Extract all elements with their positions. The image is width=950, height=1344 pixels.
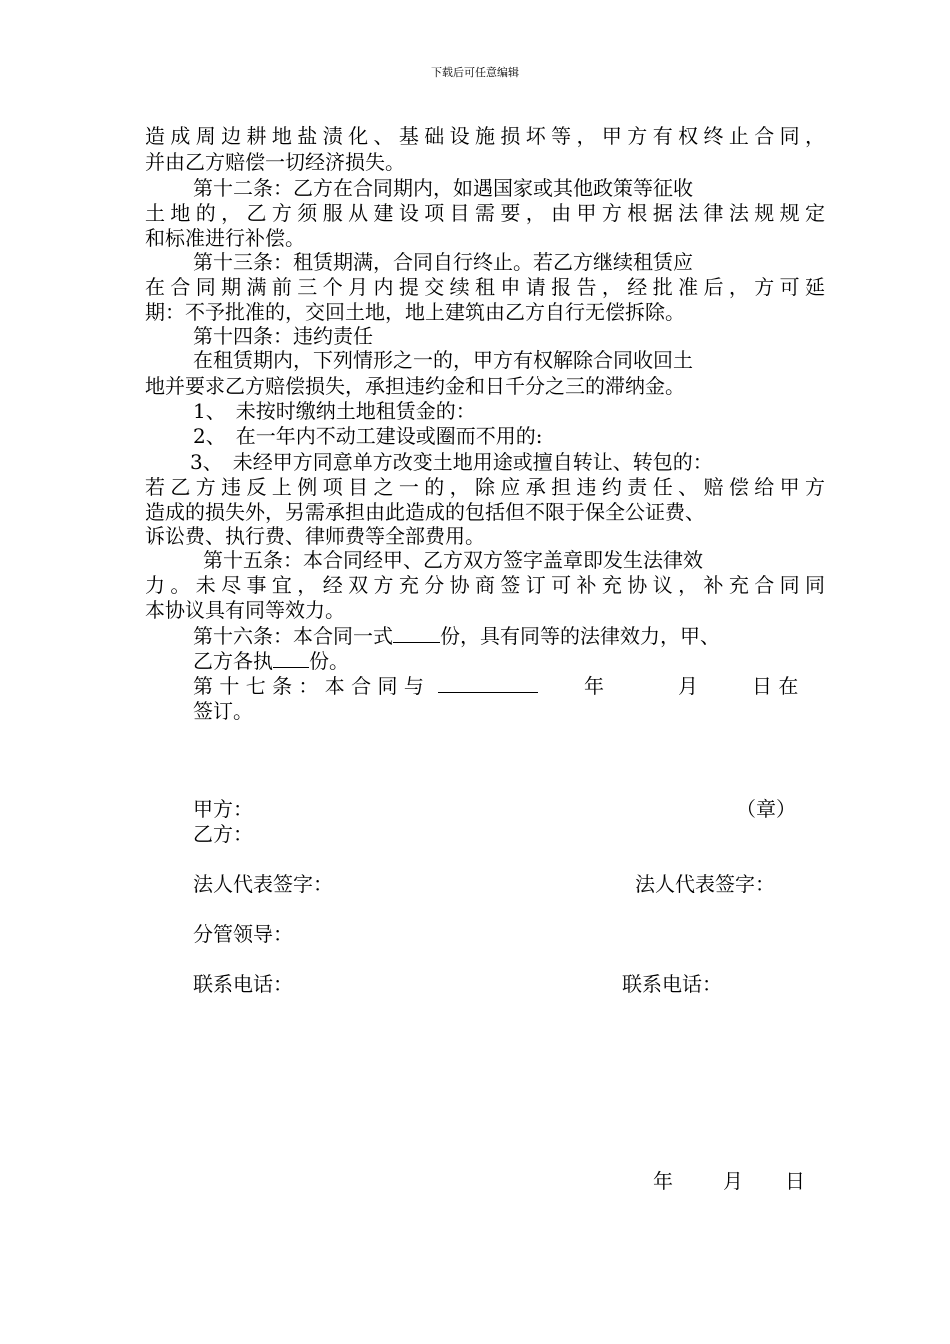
clause-16-line-1: [193, 624, 720, 648]
clause-17-day: 日 在: [752, 674, 799, 698]
body-line: 造成周边耕地盐渍化、基础设施损坏等，甲方有权终止合同，: [145, 124, 825, 148]
clause-16-text: 乙方各执: [193, 649, 273, 673]
list-item: 2、 在一年内不动工建设或圈而不用的:: [193, 424, 543, 448]
body-line: 诉讼费、执行费、律师费等全部费用。: [145, 524, 485, 548]
body-line: 力。未尽事宜，经双方充分协商签订可补充协议，补充合同同: [145, 573, 825, 597]
clause-17-month: 月: [678, 674, 698, 698]
body-line: 和标准进行补偿。: [145, 226, 305, 250]
clause-17-text: 第 十 七 条 ： 本 合 同 与: [193, 674, 424, 698]
list-item: 1、 未按时缴纳土地租赁金的：: [193, 399, 476, 423]
seal-label: （章）: [736, 797, 796, 821]
date-month: 月: [723, 1169, 743, 1193]
clause-16-line-2: [193, 649, 349, 673]
clause-16-text: 份。: [309, 649, 349, 673]
clause-13-heading: 第十三条：租赁期满，合同自行终止。若乙方继续租赁应: [193, 250, 693, 274]
body-line: 在合同期满前三个月内提交续租申请报告，经批准后，方可延: [145, 275, 825, 299]
date-blank[interactable]: [438, 674, 538, 693]
date-day: 日: [785, 1169, 805, 1193]
clause-17-line-2: 签订。: [193, 699, 253, 723]
body-line: 土地的，乙方须服从建设项目需要，由甲方根据法律法规规定: [145, 201, 825, 225]
phone-label-a: 联系电话：: [193, 972, 293, 996]
clause-12-heading: 第十二条：乙方在合同期内，如遇国家或其他政策等征收: [193, 176, 693, 200]
clause-14-heading: 第十四条：违约责任: [193, 324, 373, 348]
clause-16-text: 第十六条：本合同一式: [193, 624, 393, 648]
leader-label: 分管领导：: [193, 922, 293, 946]
body-line: 造成的损失外，另需承担由此造成的包括但不限于保全公证费、: [145, 500, 705, 524]
date-year: 年: [653, 1169, 673, 1193]
each-copies-blank[interactable]: [273, 649, 309, 668]
party-a-label: 甲方：: [193, 797, 253, 821]
body-line: 地并要求乙方赔偿损失，承担违约金和日千分之三的滞纳金。: [145, 374, 685, 398]
clause-16-text: 份，具有同等的法律效力，甲、: [440, 624, 720, 648]
body-line: 在租赁期内，下列情形之一的，甲方有权解除合同收回土: [193, 348, 693, 372]
phone-label-b: 联系电话：: [622, 972, 722, 996]
legal-rep-signature-a: 法人代表签字：: [193, 872, 333, 896]
body-line: 并由乙方赔偿一切经济损失。: [145, 150, 405, 174]
list-item: 3、 未经甲方同意单方改变土地用途或擅自转让、转包的：: [190, 450, 713, 474]
clause-15-heading: 第十五条：本合同经甲、乙方双方签字盖章即发生法律效: [203, 548, 703, 572]
copies-blank[interactable]: [393, 624, 440, 643]
body-line: 期：不予批准的，交回土地，地上建筑由乙方自行无偿拆除。: [145, 300, 685, 324]
page-header: 下载后可任意编辑: [431, 66, 519, 79]
party-b-label: 乙方：: [193, 822, 253, 846]
body-line: 若乙方违反上例项目之一的，除应承担违约责任、赔偿给甲方: [145, 475, 825, 499]
clause-17-year: 年: [584, 674, 604, 698]
body-line: 本协议具有同等效力。: [145, 598, 345, 622]
clause-17-line-1: [193, 674, 538, 698]
legal-rep-signature-b: 法人代表签字：: [635, 872, 775, 896]
